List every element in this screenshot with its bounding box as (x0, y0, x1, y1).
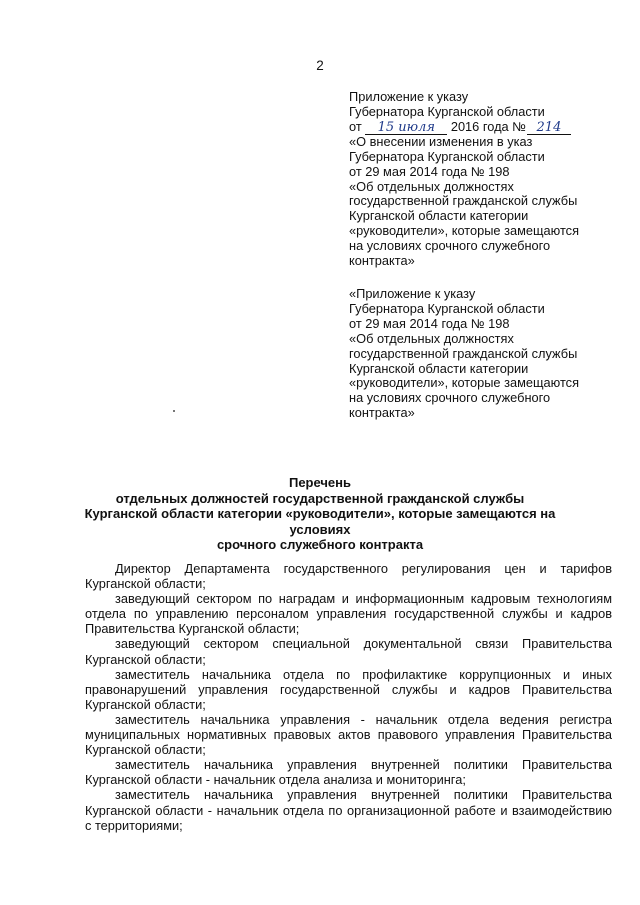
appendix-line: контракта» (349, 405, 415, 421)
date-suffix: 2016 года № (450, 118, 526, 134)
title-line: Перечень (288, 475, 352, 490)
appendix-line: на условиях срочного служебного (349, 390, 551, 406)
appendix-line: «руководители», которые замещаются (349, 223, 580, 239)
list-item: заместитель начальника управления внутренней политики Правительства Курганской области - начальник отдела по организационной работе и взаимодействию с территориями; (85, 787, 612, 833)
appendix-line: «Об отдельных должностях (349, 330, 514, 346)
appendix-line: Курганской области категории (349, 208, 529, 224)
title-line: отдельных должностей государственной гражданской службы (115, 490, 525, 506)
appendix-line: государственной гражданской службы (349, 345, 578, 361)
list-item: заместитель начальника отдела по профилактике коррупционных и иных правонарушений управления государственной службы и кадров Правительства Курганской области; (85, 666, 612, 712)
list-item: заместитель начальника управления внутренней политики Правительства Курганской области - начальник отдела анализа и мониторинга; (85, 757, 612, 788)
appendix-line: от 29 мая 2014 года № 198 (349, 315, 510, 331)
appendix-header-amending-decree (349, 90, 609, 269)
handwritten-date: 15 июля (365, 122, 447, 135)
list-item: заведующий сектором по наградам и информационным кадровым технологиям отдела по управлению персоналом управления государственной службы и кадров Правительства Курганской области; (85, 591, 612, 637)
positions-list (85, 561, 612, 833)
appendix-line: Приложение к указу (349, 89, 469, 104)
appendix-line: контракта» (349, 253, 415, 269)
title-line: Курганской области категории «руководители», которые замещаются на условиях (84, 506, 556, 537)
appendix-line: Губернатора Курганской области (349, 300, 545, 316)
page-number: 2 (316, 58, 324, 73)
document-title (60, 475, 580, 553)
appendix-line: «руководители», которые замещаются (349, 375, 580, 391)
appendix-line: на условиях срочного служебного (349, 238, 551, 254)
appendix-line: от 29 мая 2014 года № 198 (349, 163, 510, 179)
appendix-line: «Приложение к указу (349, 286, 476, 301)
appendix-line: Курганской области категории (349, 360, 529, 376)
date-prefix: от (349, 118, 362, 134)
appendix-header-original-decree (349, 287, 609, 421)
handwritten-decree-number: 214 (527, 122, 571, 135)
list-item: Директор Департамента государственного регулирования цен и тарифов Курганской области; (85, 561, 612, 592)
appendix-line: Губернатора Курганской области (349, 103, 545, 119)
list-item: заместитель начальника управления - начальник отдела ведения регистра муниципальных нормативных правовых актов правового управления Правительства Курганской области; (85, 711, 612, 758)
title-line: срочного служебного контракта (216, 537, 424, 552)
appendix-line: «О внесении изменения в указ (349, 133, 533, 149)
appendix-line: Губернатора Курганской области (349, 148, 545, 164)
appendix-line: «Об отдельных должностях (349, 178, 514, 194)
list-item: заведующий сектором специальной документальной связи Правительства Курганской области; (85, 636, 612, 667)
appendix-line: государственной гражданской службы (349, 193, 578, 209)
decree-date-line (349, 120, 609, 135)
scan-speck (173, 410, 175, 412)
